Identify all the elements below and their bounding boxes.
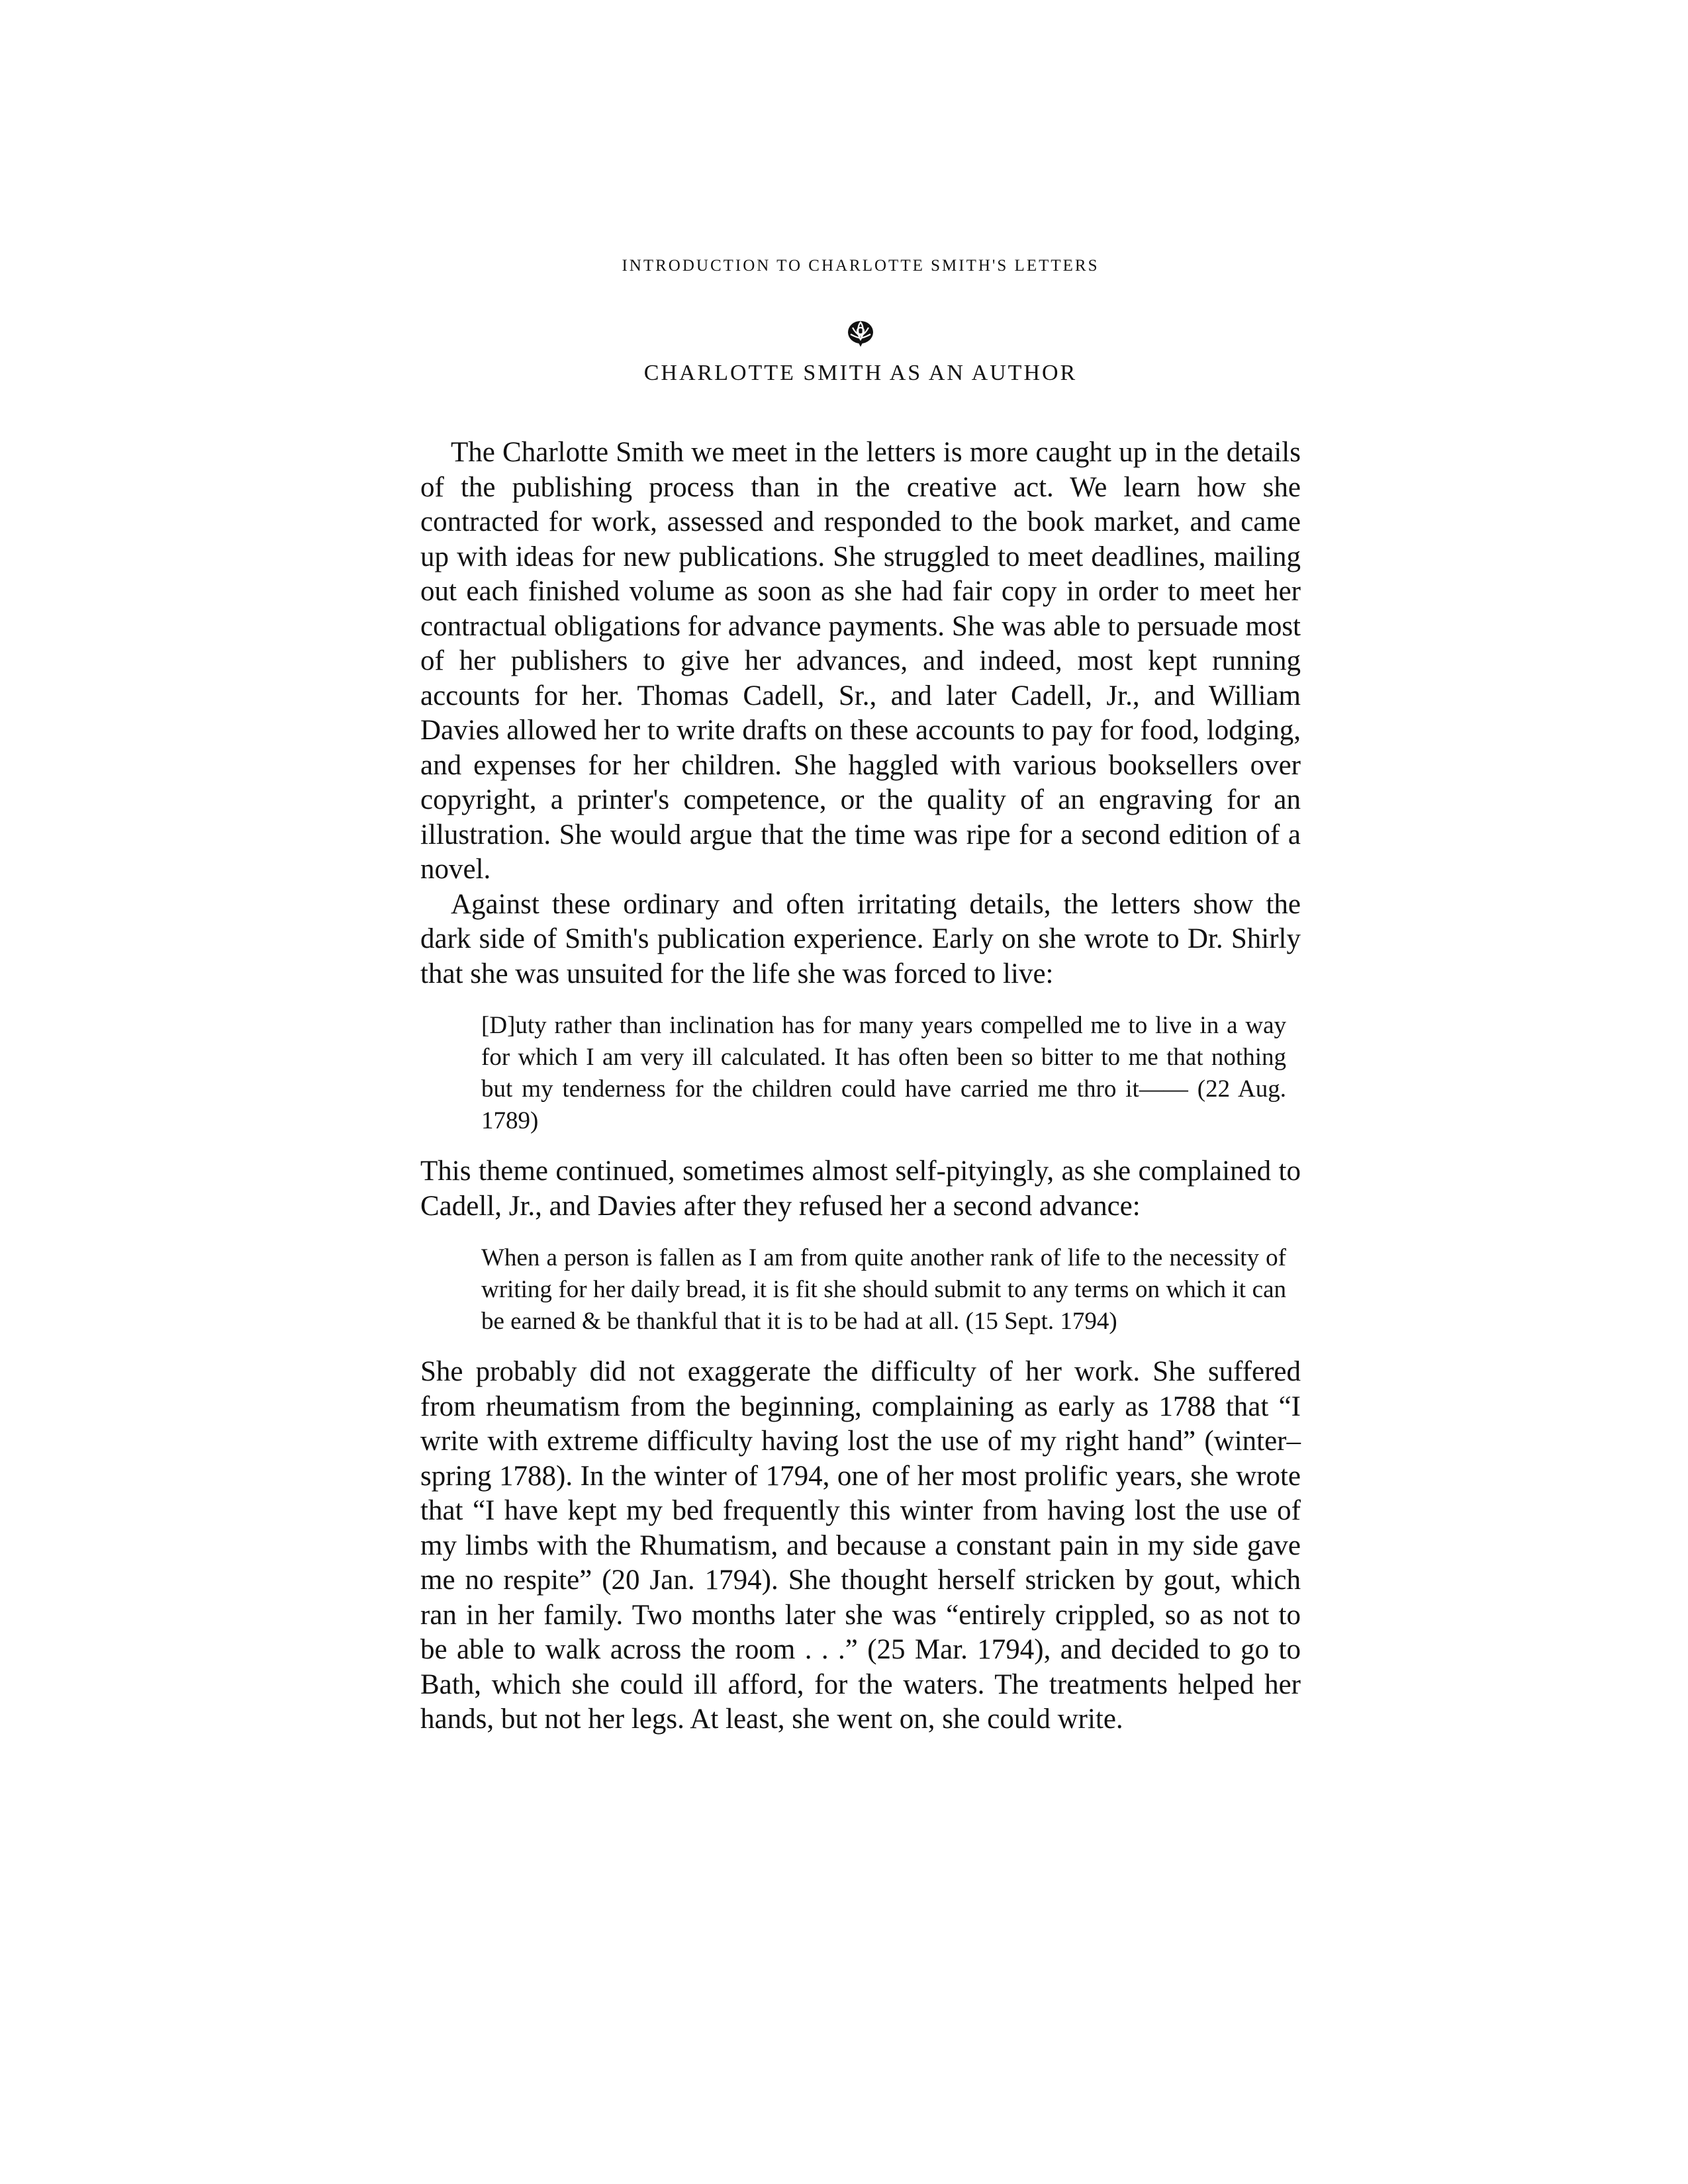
paragraph: Against these ordinary and often irritating details, the letters show the dark side of Smith's publication experience. Early on she wrote to Dr. Shirly that she was unsuited for the life she was forced to live:: [420, 888, 1301, 989]
paragraph: This theme continued, sometimes almost self-pityingly, as she complained to Cadell, Jr., and Davies after they refused her a second advance:: [420, 1156, 1301, 1222]
paragraph: She probably did not exaggerate the difficulty of her work. She suffered from rheumatism from the beginning, complaining as early as 1788 that “I write with extreme difficulty having lost the use of my right hand” (winter–spring 1788). In the winter of 1794, one of her most prolific years, she wrote that “I have kept my bed frequently this winter from having lost the use of my limbs with the Rhumatism, and because a constant pain in my side gave me no respite” (20 Jan. 1794). She thought herself stricken by gout, which ran in her family. Two months later she was “entirely crippled, so as not to be able to walk across the room . . .” (25 Mar. 1794), and decided to go to Bath, which she could ill afford, for the waters. The treatments helped her hands, but not her legs. At least, she went on, she could write.: [420, 1356, 1301, 1735]
paragraph: The Charlotte Smith we meet in the letters is more caught up in the details of the publishing process than in the creative act. We learn how she contracted for work, assessed and responded to the book market, and came up with ideas for new publications. She struggled to meet deadlines, mailing out each finished volume as soon as she had fair copy in order to meet her contractual obligations for advance payments. She was able to persuade most of her publishers to give her advances, and indeed, most kept running accounts for her. Thomas Cadell, Sr., and later Cadell, Jr., and William Davies allowed her to write drafts on these accounts to pay for food, lodging, and expenses for her children. She haggled with various booksellers over copyright, a printer's competence, or the quality of an engraving for an illustration. She would argue that the time was ripe for a second edition of a novel.: [420, 437, 1301, 885]
running-head: [420, 251, 1301, 279]
block-quote: [420, 1242, 1301, 1338]
running-head-text: INTRODUCTION TO CHARLOTTE SMITH'S LETTERS: [622, 257, 1100, 275]
quote-text: When a person is fallen as I am from quite another rank of life to the necessity of writing for her daily bread, it is fit she should submit to any terms on which it can be earned & be thankful that it is to be had at all. (15 Sept. 1794): [481, 1244, 1286, 1335]
quote-text: [D]uty rather than inclination has for many years compelled me to live in a way for which I am very ill calculated. It has often been so bitter to me that nothing but my tenderness for the children could have carried me thro it—— (22 Aug. 1789): [481, 1012, 1286, 1134]
thistle-ornament-icon: [844, 314, 877, 347]
section-title: CHARLOTTE SMITH AS AN AUTHOR: [643, 361, 1078, 385]
block-quote: [420, 1010, 1301, 1137]
body-text: [420, 435, 1301, 1737]
